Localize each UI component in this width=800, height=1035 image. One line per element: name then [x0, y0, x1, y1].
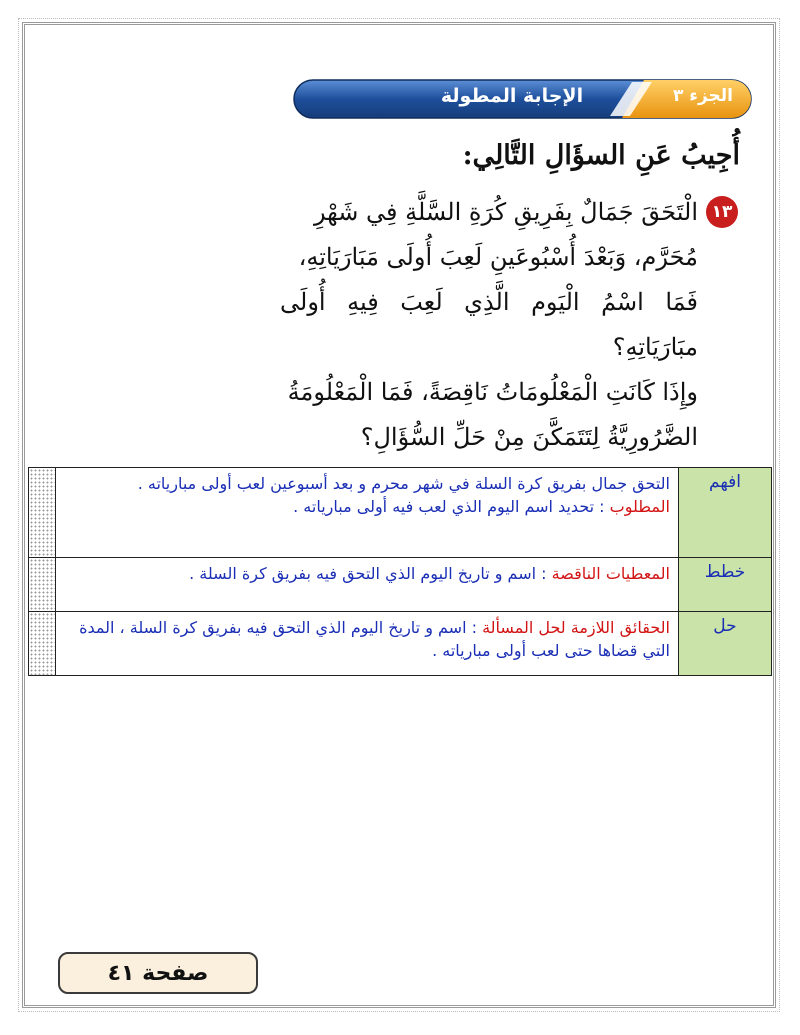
row-content-solve — [56, 612, 679, 676]
problem-solving-table — [28, 467, 772, 676]
question-number-badge: ١٣ — [706, 196, 738, 228]
missing-data-text: : اسم و تاريخ اليوم الذي التحق فيه بفريق كرة السلة . — [189, 564, 547, 583]
question-line: مُحَرَّم، وَبَعْدَ أُسْبُوعَينِ لَعِبَ أُولَى مَبَارَيَاتِهِ، — [298, 243, 698, 271]
table-gutter — [29, 612, 56, 676]
section-banner — [292, 78, 752, 120]
page-number-box: صفحة ٤١ — [58, 952, 258, 994]
required-facts-text: : اسم و تاريخ اليوم الذي التحق فيه بفريق كرة السلة ، المدة التي قضاها حتى لعب أولى مبارياته . — [79, 618, 670, 660]
missing-data-label: المعطيات الناقصة — [551, 564, 670, 583]
table-row-plan — [29, 558, 772, 612]
table-gutter — [29, 468, 56, 558]
question-text — [280, 190, 698, 460]
question-line: وإِذَا كَانَتِ الْمَعْلُومَاتُ نَاقِصَةً، فَمَا الْمَعْلُومَةُ — [287, 378, 698, 406]
question-line: الْتَحَقَ جَمَالٌ بِفَرِيقِ كُرَةِ السَّلَّةِ فِي شَهْرِ — [313, 198, 698, 226]
row-label-solve: حل — [679, 612, 772, 676]
required-label: المطلوب — [609, 497, 670, 516]
table-row-understand — [29, 468, 772, 558]
row-label-understand: افهم — [679, 468, 772, 558]
table-gutter — [29, 558, 56, 612]
question-line: فَمَا اسْمُ الْيَوم الَّذِي لَعِبَ فِيهِ أُولَى مبَارَيَاتِهِ؟ — [280, 288, 698, 361]
given-text: التحق جمال بفريق كرة السلة في شهر محرم و بعد أسبوعين لعب أولى مبارياته . — [137, 474, 670, 493]
table-row-solve — [29, 612, 772, 676]
row-content-understand — [56, 468, 679, 558]
required-facts-label: الحقائق اللازمة لحل المسألة — [482, 618, 670, 637]
instruction-heading: أُجِيبُ عَنِ السؤَالِ التَّالِي: — [462, 140, 740, 171]
row-content-plan — [56, 558, 679, 612]
banner-part-label: الجزء ٣ — [672, 86, 734, 106]
banner-title: الإجابة المطولة — [440, 85, 584, 107]
row-label-plan: خطط — [679, 558, 772, 612]
question-line: الضَّرُورِيَّةُ لِتَتَمَكَّنَ مِنْ حَلِّ السُّؤَالِ؟ — [360, 423, 698, 451]
required-text: : تحديد اسم اليوم الذي لعب فيه أولى مبارياته . — [293, 497, 605, 516]
